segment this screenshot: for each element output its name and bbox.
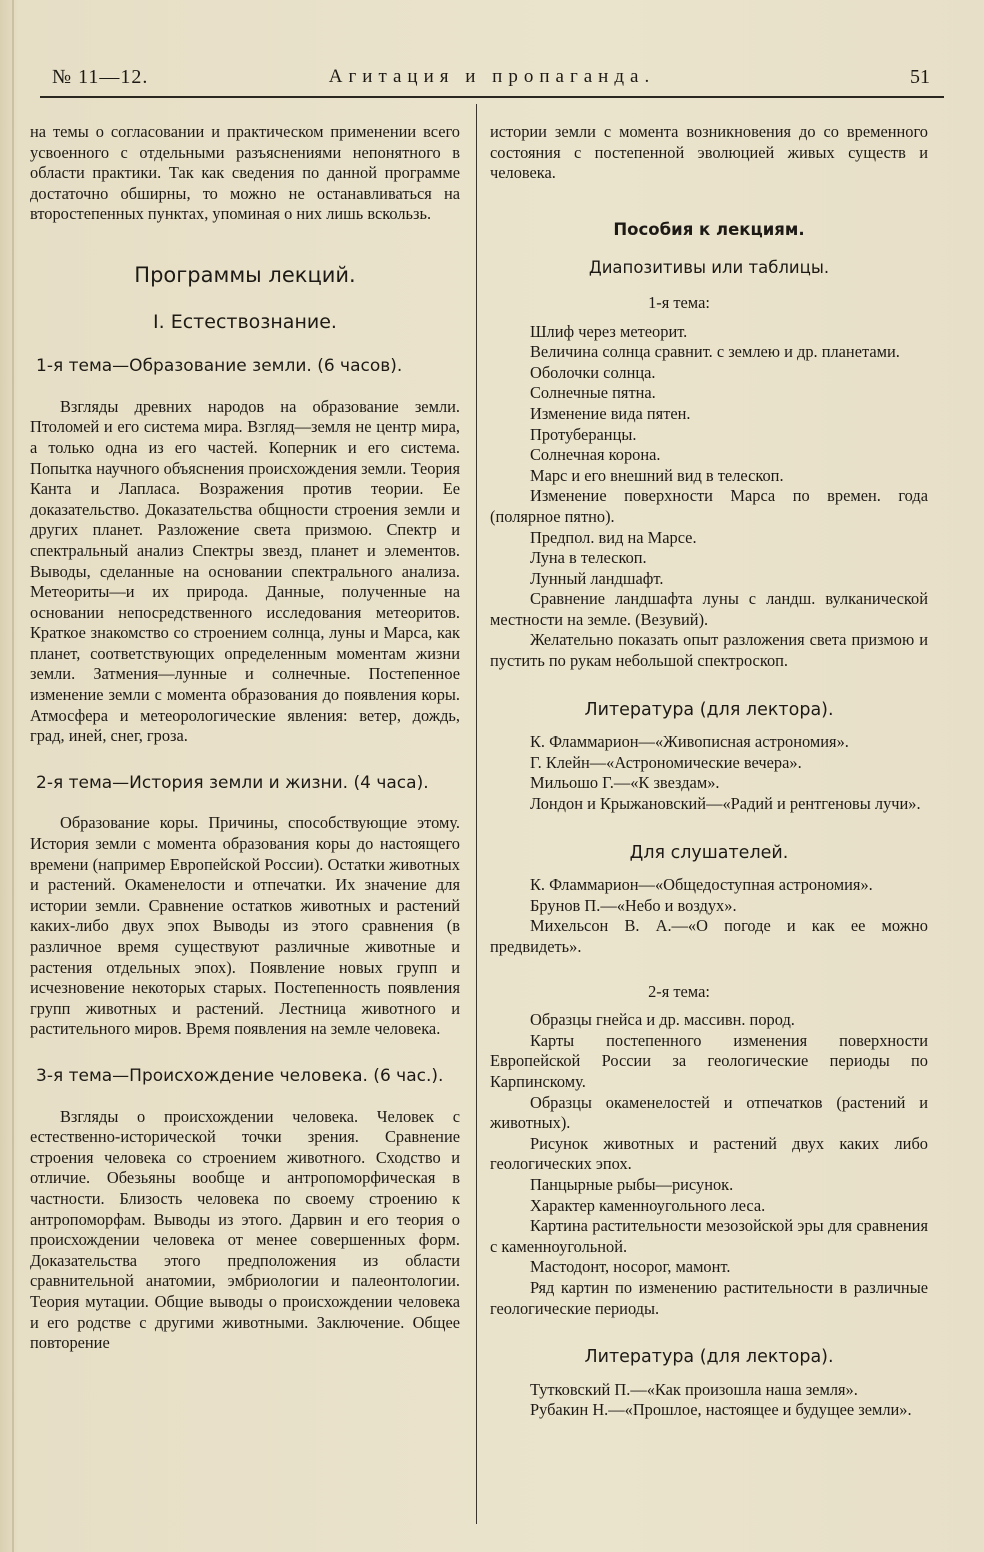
page-number: 51: [910, 66, 930, 88]
topic3-text: Взгляды о происхождении человека. Человек с естественно-исторической точки зрения. Сравнение строения человека со строением животного. Сходство и отличие. Обезьяны вообще и антропоморфическая в частности. Близость человека по своему строению к антропоморфам. Выводы из этого. Дарвин и его теория о происхождении человека от менее совершенных форм. Доказательства этого предположения из области сравнительной анатомии, эмбриологии и палеонтологии. Теория мутации. Общие выводы о происхождении человека и его родстве с другими животными. Заключение. Общее повторение: [30, 1106, 460, 1353]
topic2-heading: 2-я тема—История земли и жизни. (4 часа).: [36, 772, 429, 793]
listeners-list: [490, 875, 928, 957]
list-item: Рубакин Н.—«Прошлое, настоящее и будущее земли».: [530, 1400, 912, 1420]
list-item: Ряд картин по изменению растительности в различные геологические периоды.: [490, 1277, 928, 1318]
list-item: Мастодонт, носорог, мамонт.: [530, 1257, 731, 1277]
journal-title: Агитация и пропаганда.: [328, 66, 656, 87]
topic3-heading: 3-я тема—Происхождение человека. (6 час.).: [36, 1065, 444, 1086]
list-item: Г. Клейн—«Астрономические вечера».: [530, 752, 802, 772]
literature2-heading: Литература (для лектора).: [584, 1347, 834, 1368]
list-item: Характер каменноугольного леса.: [530, 1195, 766, 1215]
topic1-label: 1-я тема:: [648, 292, 710, 312]
list-item: К. Фламмарион—«Общедоступная астрономия».: [530, 875, 873, 895]
lecturer-literature-list: [490, 732, 928, 814]
list-item: Лунный ландшафт.: [530, 568, 664, 588]
running-header: [46, 66, 938, 96]
list-item: Предпол. вид на Марсе.: [530, 527, 697, 547]
list-item: Марс и его внешний вид в телескоп.: [530, 465, 784, 485]
slides-heading: Диапозитивы или таблицы.: [588, 258, 830, 278]
programs-heading: Программы лекций.: [134, 262, 356, 287]
section-heading: I. Естествознание.: [153, 310, 337, 333]
issue-number: № 11—12.: [52, 66, 149, 88]
topic2-label: 2-я тема:: [648, 981, 710, 1001]
lecturer-literature-heading: Литература (для лектора).: [584, 699, 834, 720]
list-item: Карты постепенного изменения поверхности Европейской России за геологические периоды по Карпинскому.: [490, 1030, 928, 1091]
list-item: Шлиф через метеорит.: [530, 321, 688, 341]
list-item: Изменение вида пятен.: [530, 403, 691, 423]
column-divider: [476, 104, 477, 1524]
topic2-text: Образование коры. Причины, способствующие этому. История земли с момента образования коры до настоящего времени (например Европейской России). Остатки животных и растений. Окаменелости и отпечатки. Их значение для истории земли. Сравнение остатков животных и растений каких-либо двух эпох Выводы из этого сравнения (в различное время существуют различные животные и растения отдельных эпох). Появление новых групп и исчезновение некоторых старых. Постепенность появления групп животных и растений. Лестница животного и растительного миров. Время появления на земле человека.: [30, 813, 460, 1039]
continued-paragraph: истории земли с момента возникновения до со временного состояния с постепенной эволюцией живых существ и человека.: [490, 122, 928, 183]
list-item: Брунов П.—«Небо и воздух».: [530, 895, 737, 915]
list-item: Михельсон В. А.—«О погоде и как ее можно предвидеть».: [490, 916, 928, 956]
list-item: Панцырные рыбы—рисунок.: [530, 1174, 734, 1194]
list-item: Протуберанцы.: [530, 424, 637, 444]
listeners-heading: Для слушателей.: [629, 842, 789, 863]
list-item: Сравнение ландшафта луны с ландш. вулканической местности на земле. (Везувий).: [490, 589, 928, 629]
binding-edge: [12, 0, 14, 1552]
intro-paragraph: на темы о согласовании и практическом применении всего усвоенного с отдельными разъяснениями непонятного в области практики. Так как сведения по данной программе достаточно обширны, то можно не останавливаться на второстепенных пунктах, упоминая о них лишь вскользь.: [30, 122, 460, 224]
list-item: Величина солнца сравнит. с землею и др. планетами.: [530, 342, 900, 362]
list-item: Картина растительности мезозойской эры для сравнения с каменноугольной.: [490, 1216, 928, 1256]
list-item: Образцы гнейса и др. массивн. пород.: [530, 1010, 795, 1030]
list-item: Желательно показать опыт разложения света призмою и пустить по рукам небольшой спектроскоп.: [490, 630, 928, 671]
topic1-aids-list: [490, 322, 928, 672]
list-item: Изменение поверхности Марса по времен. года (полярное пятно).: [490, 486, 928, 526]
aids-heading: Пособия к лекциям.: [613, 219, 805, 239]
list-item: Лондон и Крыжановский—«Радий и рентгеновы лучи».: [530, 794, 921, 814]
list-item: К. Фламмарион—«Живописная астрономия».: [530, 732, 849, 752]
list-item: Солнечные пятна.: [530, 383, 656, 403]
topic1-text: Взгляды древних народов на образование земли. Птоломей и его система мира. Взгляд—земля не центр мира, а только одна из его частей. Коперник и его система. Попытка научного объяснения происхождения земли. Теория Канта и Лапласа. Возражения против теории. Ее доказательство. Доказательства общности строения земли и других планет. Разложение света призмою. Спектр и спектральный анализ Спектры звезд, планет и элементов. Выводы, сделанные на основании спектрального анализа. Метеориты—и их природа. Данные, полученные на основании непосредственного исследования метеоритов. Краткое знакомство со строением солнца, луны и Марса, как планет, соответствующих определенным моментам жизни земли. Затмения—лунные и солнечные. Постепенное изменение земли с момента образования до появления коры. Атмосфера и метеорологические явления: ветер, дождь, град, иней, снег, гроза.: [30, 396, 460, 746]
topic2-aids-list: [490, 1010, 928, 1319]
list-item: Рисунок животных и растений двух каких либо геологических эпох.: [490, 1133, 928, 1174]
literature2-list: [490, 1380, 928, 1421]
list-item: Образцы окаменелостей и отпечатков (растений и животных).: [490, 1092, 928, 1133]
header-rule: [40, 96, 944, 98]
right-column: [490, 122, 928, 1421]
list-item: Оболочки солнца.: [530, 362, 656, 382]
list-item: Солнечная корона.: [530, 445, 661, 465]
list-item: Мильошо Г.—«К звездам».: [530, 773, 720, 793]
left-column: [30, 122, 460, 1354]
list-item: Тутковский П.—«Как произошла наша земля».: [530, 1379, 858, 1399]
topic1-heading: 1-я тема—Образование земли. (6 часов).: [36, 356, 403, 377]
list-item: Луна в телескоп.: [530, 548, 647, 568]
